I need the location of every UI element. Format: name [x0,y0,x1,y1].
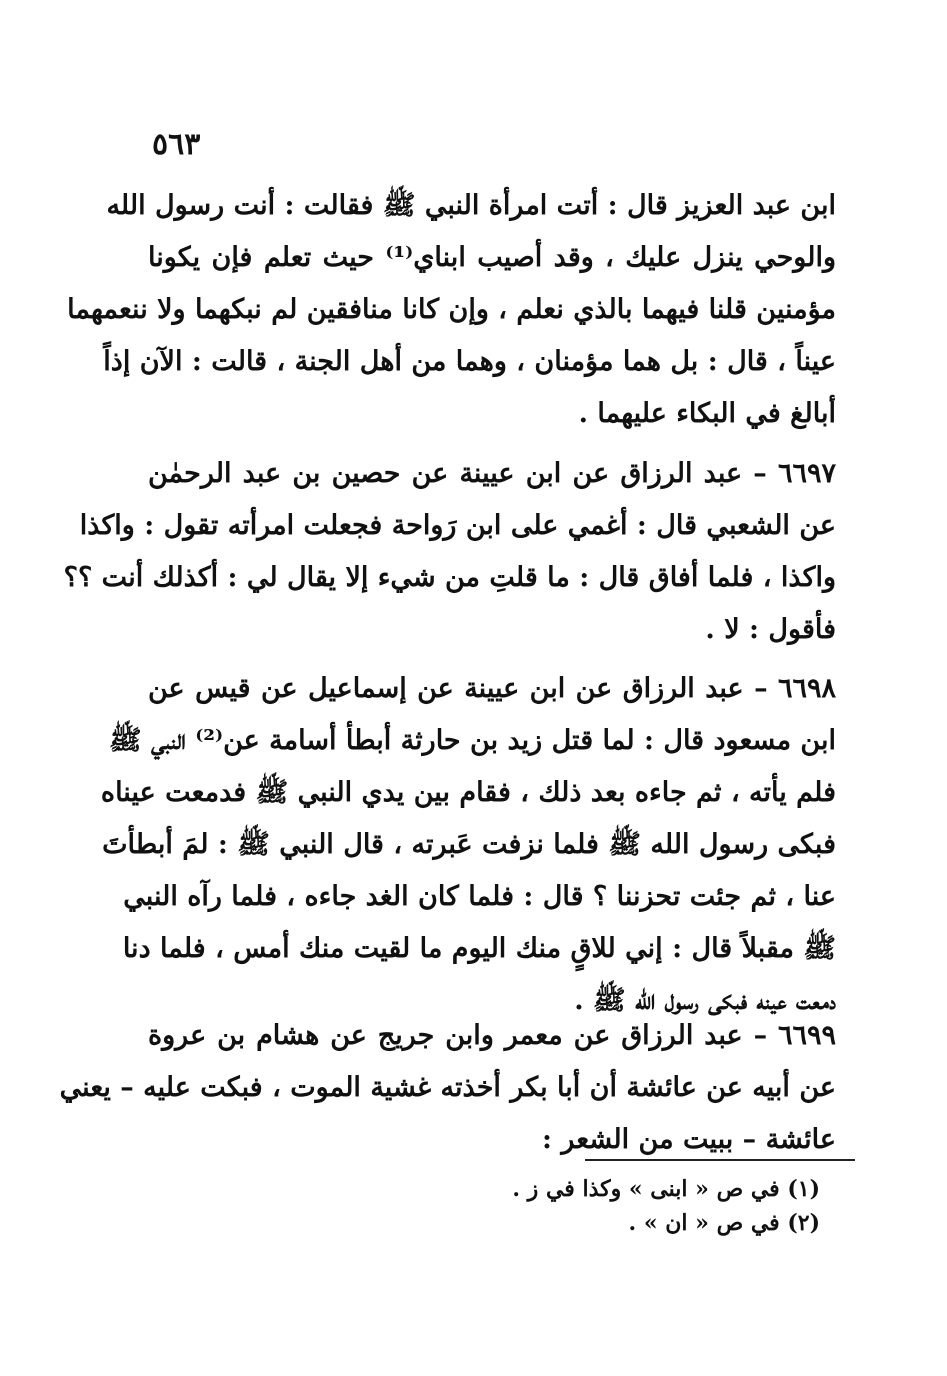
text-line: ﷺ مقبلاً قال : إني للاقٍ منك اليوم ما لقيت منك أمس ، فلما دنا [122,933,836,964]
text-line: ٦٦٩٧ – عبد الرزاق عن ابن عيينة عن حصين بن عبد الرحمٰن [148,458,836,489]
footnote-divider [585,1159,855,1161]
footnote: (٢) في ص « ان » . [628,1210,820,1236]
text-line: فبكى رسول الله ﷺ فلما نزفت عَبرته ، قال النبي ﷺ : لمَ أبطأتَ [102,829,836,860]
text-line: والوحي ينزل عليك ، وقد أصيب ابناي⁽¹⁾ حيث تعلم فإن يكونا [148,242,837,273]
text-line: دمعت عينه فبكى رسول الله ﷺ . [574,985,836,1016]
text-line: عنا ، ثم جئت تحزننا ؟ قال : فلما كان الغد جاءه ، فلما رآه النبي [123,881,836,912]
text-line: ابن عبد العزيز قال : أتت امرأة النبي ﷺ فقالت : أنت رسول الله [106,190,836,221]
text-line: ٦٦٩٨ – عبد الرزاق عن ابن عيينة عن إسماعيل عن قيس عن [148,673,836,704]
paragraph-continuation [67,180,837,440]
text-line: عائشة – ببيت من الشعر : [542,1124,836,1155]
text-line: فأقول : لا . [705,614,836,645]
footnotes [420,1172,820,1240]
hadith-6697 [63,448,836,656]
text-line: مؤمنين قلنا فيهما بالذي نعلم ، وإن كانا منافقين لم نبكهما ولا ننعمهما [67,294,836,325]
text-line: ٦٦٩٩ – عبد الرزاق عن معمر وابن جريج عن هشام بن عروة [148,1020,836,1051]
text-line: عيناً ، قال : بل هما مؤمنان ، وهما من أهل الجنة ، قالت : الآن إذاً [103,346,836,377]
hadith-6698 [100,663,836,1027]
text-line: ابن مسعود قال : لما قتل زيد بن حارثة أبطأ أسامة عن⁽²⁾ النبي ﷺ [108,725,836,756]
page-number: ٥٦٣ [152,127,201,162]
text-line: أبالغ في البكاء عليهما . [578,398,836,429]
text-line: واكذا ، فلما أفاق قال : ما قلتِ من شيء إلا يقال لي : أكذلك أنت ؟؟ [63,562,836,593]
text-line: عن الشعبي قال : أغمي على ابن رَواحة فجعلت امرأته تقول : واكذا [79,510,836,541]
hadith-6699 [59,1010,836,1166]
footnote: (١) في ص « ابنى » وكذا في ز . [512,1176,820,1202]
text-line: فلم يأته ، ثم جاءه بعد ذلك ، فقام بين يدي النبي ﷺ فدمعت عيناه [100,777,836,808]
text-line: عن أبيه عن عائشة أن أبا بكر أخذته غشية الموت ، فبكت عليه – يعني [59,1072,836,1103]
